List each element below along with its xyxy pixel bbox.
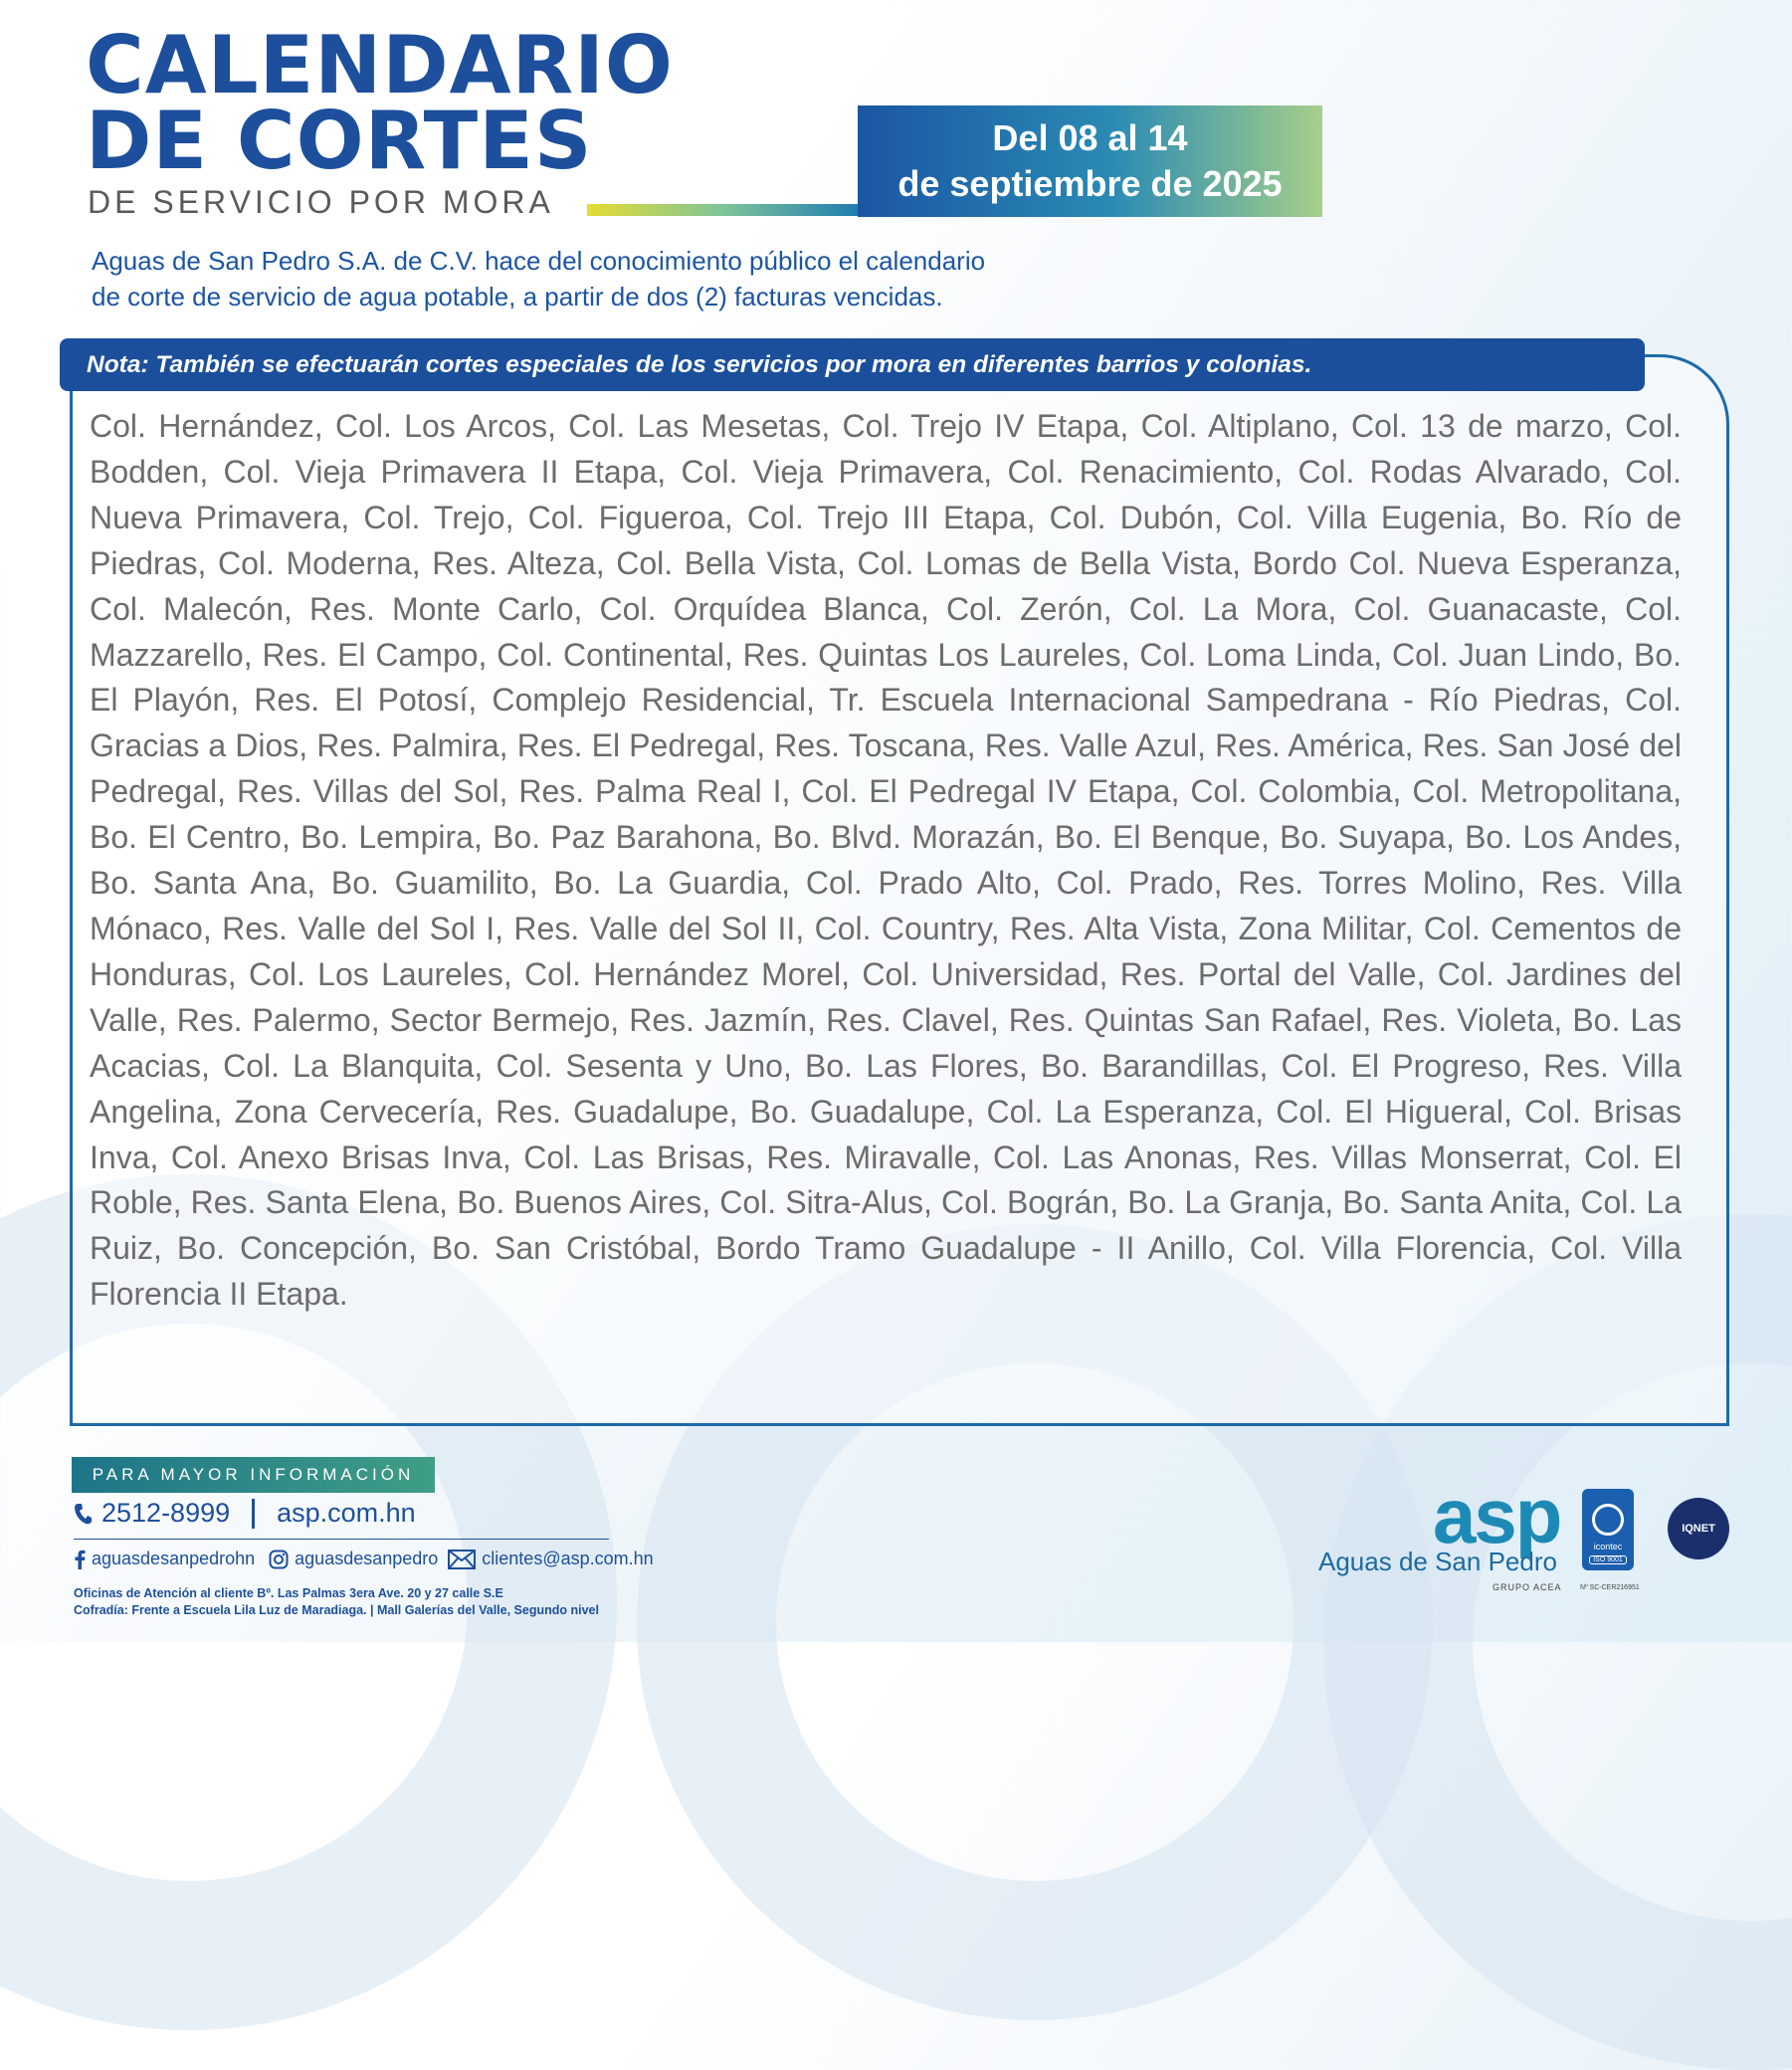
date-line-2: de septiembre de 2025 [897, 163, 1283, 204]
icontec-logo-icon [1592, 1504, 1624, 1536]
title-line-2: DE CORTES [86, 95, 593, 187]
title-line-1: CALENDARIO [86, 19, 674, 111]
intro-line-1: Aguas de San Pedro S.A. de C.V. hace del conocimiento público el calendario [92, 246, 986, 276]
asp-logo: asp [1433, 1472, 1561, 1559]
instagram-icon [269, 1550, 289, 1569]
certification-code: Nº SC-CER216951 [1580, 1584, 1640, 1591]
contact-line [74, 1498, 416, 1529]
contact-divider [74, 1539, 609, 1540]
phone-icon [74, 1503, 92, 1525]
page-subtitle: DE SERVICIO POR MORA [88, 184, 554, 220]
note-banner: Nota: También se efectuarán cortes especiales de los servicios por mora en diferentes barrios y colonias. [60, 338, 1645, 391]
email-icon [448, 1550, 476, 1569]
info-label: PARA MAYOR INFORMACIÓN [72, 1457, 435, 1493]
contact-separator [252, 1499, 255, 1529]
icontec-certification-badge [1582, 1489, 1634, 1570]
places-list: Col. Hernández, Col. Los Arcos, Col. Las Mesetas, Col. Trejo IV Etapa, Col. Altiplano, Col. 13 de marzo, Col. Bodden, Col. Vieja Primavera II Etapa, Col. Vieja Primavera, Col. Renacimiento, Col. Rodas Alvarado, Col. Nueva Primavera, Col. Trejo, Col. Figueroa, Col. Trejo III Etapa, Col. Dubón, Col. Villa Eugenia, Bo. Río de Piedras, Col. Moderna, Res. Alteza, Col. Bella Vista, Col. Lomas de Bella Vista, Bordo Col. Nueva Esperanza, Col. Malecón, Res. Monte Carlo, Col. Orquídea Blanca, Col. Zerón, Col. La Mora, Col. Guanacaste, Col. Mazzarello, Res. El Campo, Col. Continental, Res. Quintas Los Laureles, Col. Loma Linda, Col. Juan Lindo, Bo. El Playón, Res. El Potosí, Complejo Residencial, Tr. Escuela Internacional Sampedrana - Río Piedras, Col. Gracias a Dios, Res. Palmira, Res. El Pedregal, Res. Toscana, Res. Valle Azul, Res. América, Res. San José del Pedregal, Res. Villas del Sol, Res. Palma Real I, Col. El Pedregal IV Etapa, Col. Colombia, Col. Metropolitana, Bo. El Centro, Bo. Lempira, Bo. Paz Barahona, Bo. Blvd. Morazán, Bo. El Benque, Bo. Suyapa, Bo. Los Andes, Bo. Santa Ana, Bo. Guamilito, Bo. La Guardia, Col. Prado Alto, Col. Prado, Res. Torres Molino, Res. Villa Mónaco, Res. Valle del Sol I, Res. Valle del Sol II, Col. Country, Res. Alta Vista, Zona Militar, Col. Cementos de Honduras, Col. Los Laureles, Col. Hernández Morel, Col. Universidad, Res. Portal del Valle, Col. Jardines del Valle, Res. Palermo, Sector Bermejo, Res. Jazmín, Res. Clavel, Res. Quintas San Rafael, Res. Violeta, Bo. Las Acacias, Col. La Blanquita, Col. Sesenta y Uno, Bo. Las Flores, Bo. Barandillas, Col. El Progreso, Res. Villa Angelina, Zona Cervecería, Res. Guadalupe, Bo. Guadalupe, Col. La Esperanza, Col. El Higueral, Col. Brisas Inva, Col. Anexo Brisas Inva, Col. Las Brisas, Res. Miravalle, Col. Las Anonas, Res. Villas Monserrat, Col. El Roble, Res. Santa Elena, Bo. Buenos Aires, Col. Sitra-Alus, Col. Bográn, Bo. La Granja, Bo. Santa Anita, Col. La Ruiz, Bo. Concepción, Bo. San Cristóbal, Bordo Tramo Guadalupe - II Anillo, Col. Villa Florencia, Col. Villa Florencia II Etapa. [90, 408, 1682, 1313]
icontec-name: icontec [1593, 1542, 1623, 1552]
social-links [74, 1549, 654, 1569]
office-addresses [74, 1585, 599, 1619]
facebook-handle[interactable]: aguasdesanpedrohn [92, 1549, 256, 1568]
brand-group: GRUPO ACEA [1493, 1582, 1562, 1592]
address-line-1: Oficinas de Atención al cliente Bº. Las Palmas 3era Ave. 20 y 27 calle S.E [74, 1586, 503, 1600]
gradient-divider [587, 204, 861, 216]
email-address[interactable]: clientes@asp.com.hn [482, 1549, 654, 1568]
iso-label: ISO 9001 [1589, 1555, 1627, 1564]
date-line-1: Del 08 al 14 [992, 117, 1188, 158]
address-line-2: Cofradía: Frente a Escuela Lila Luz de Maradiaga. | Mall Galerías del Valle, Segundo nivel [74, 1603, 599, 1617]
date-range-box [858, 105, 1322, 217]
intro-line-2: de corte de servicio de agua potable, a partir de dos (2) facturas vencidas. [92, 282, 943, 311]
iqnet-name: IQNET [1682, 1523, 1715, 1535]
phone-number[interactable]: 2512-8999 [101, 1498, 231, 1528]
website-link[interactable]: asp.com.hn [277, 1498, 416, 1528]
intro-text [92, 243, 1236, 314]
instagram-handle[interactable]: aguasdesanpedro [295, 1549, 439, 1568]
page-title [86, 19, 674, 187]
brand-name: Aguas de San Pedro [1318, 1547, 1557, 1576]
iqnet-certification-badge [1668, 1498, 1729, 1559]
facebook-icon [74, 1550, 86, 1569]
